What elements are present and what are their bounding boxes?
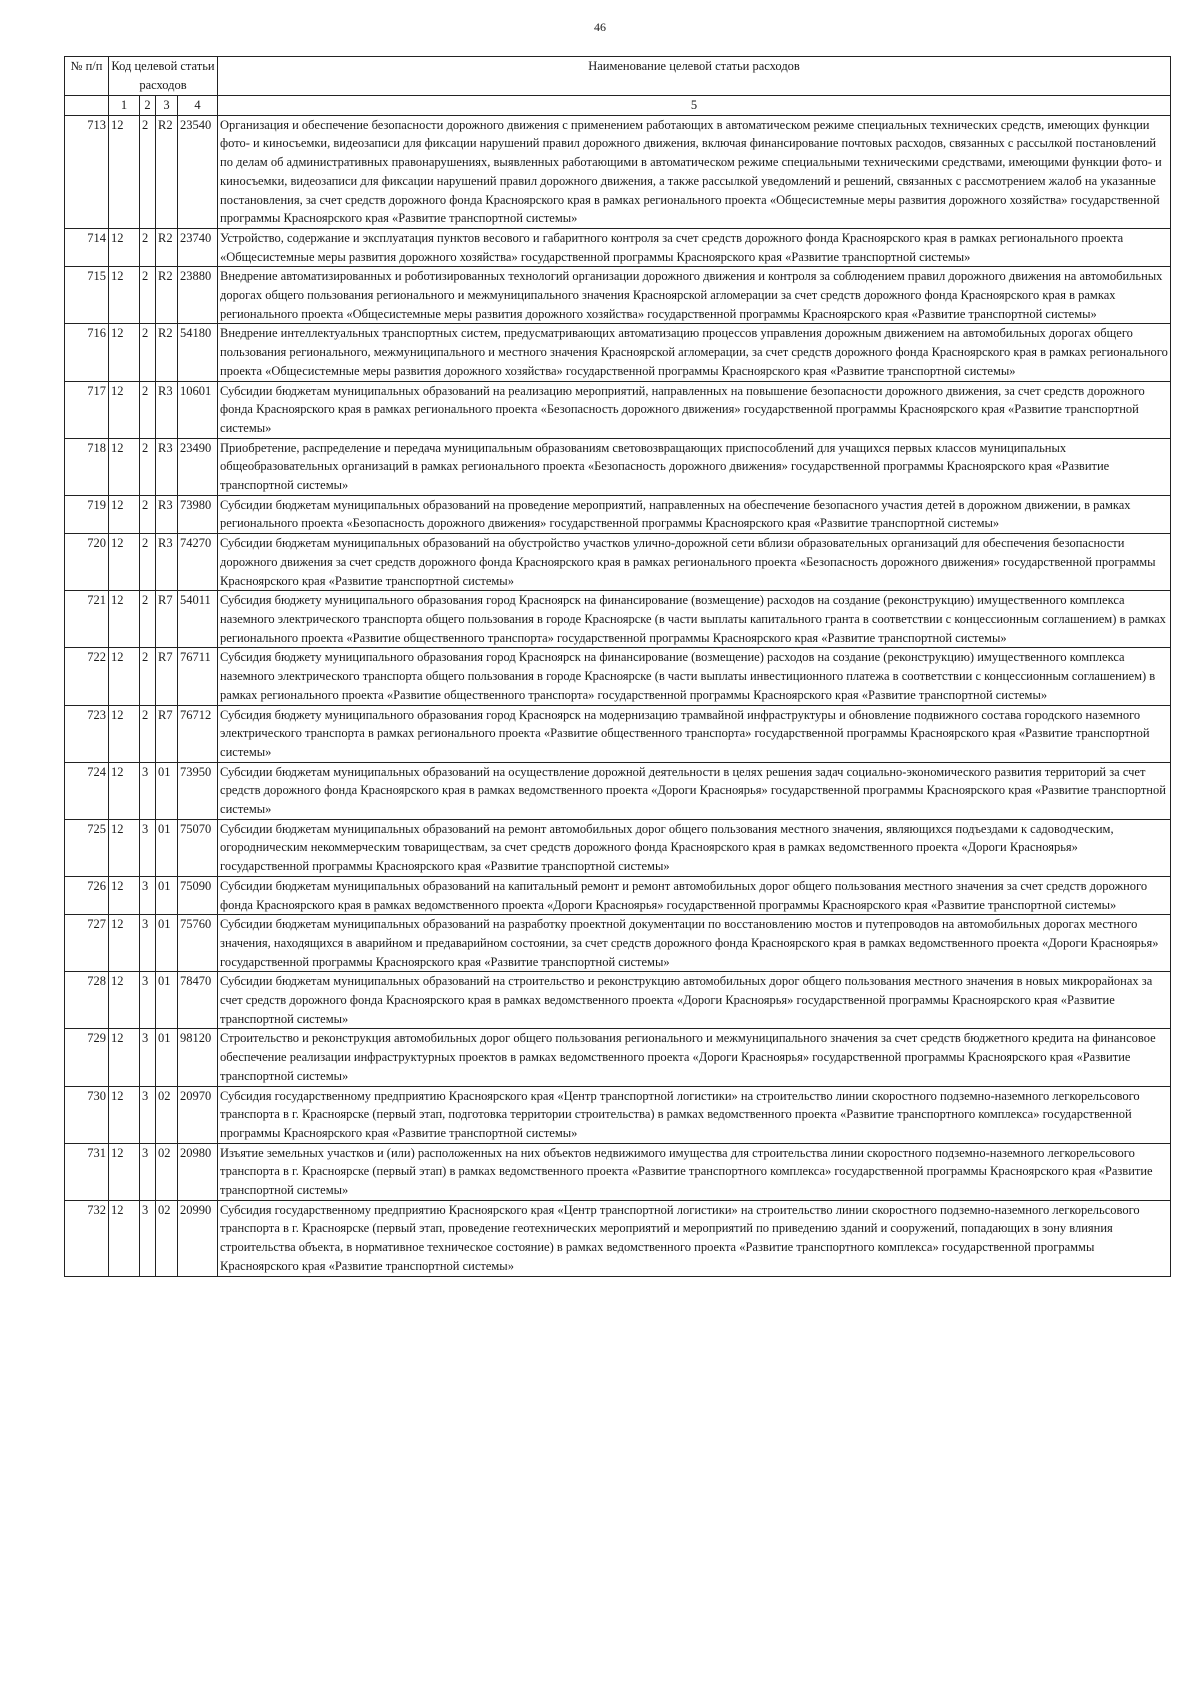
- code-part-4: 73950: [178, 762, 218, 819]
- table-row: [65, 1086, 1171, 1143]
- row-number: 731: [65, 1143, 109, 1200]
- code-part-2: 3: [140, 1143, 156, 1200]
- table-body: [65, 115, 1171, 1276]
- expense-item-name: Субсидия государственному предприятию Красноярского края «Центр транспортной логистики» на строительство линии скоростного подземно-наземного легкорельсового транспорта в г. Красноярске (первый этап, проведение геотехнических мероприятий и мероприятий по приведению зданий и сооружений, попадающих в зону влияния строительства объекта, в нормативное техническое состояние) в рамках ведомственного проекта «Развитие транспортного комплекса» государственной программы Красноярского края «Развитие транспортной системы»: [218, 1200, 1171, 1276]
- code-part-4: 76712: [178, 705, 218, 762]
- table-row: [65, 972, 1171, 1029]
- column-index-row: [65, 96, 1171, 116]
- table-row: [65, 1143, 1171, 1200]
- expense-item-name: Субсидии бюджетам муниципальных образований на реализацию мероприятий, направленных на повышение безопасности дорожного движения, за счет средств дорожного фонда Красноярского края в рамках регионального проекта «Безопасность дорожного движения» государственной программы Красноярского края «Развитие транспортной системы»: [218, 381, 1171, 438]
- expense-item-name: Устройство, содержание и эксплуатация пунктов весового и габаритного контроля за счет средств дорожного фонда Красноярского края в рамках регионального проекта «Общесистемные меры развития дорожного хозяйства» государственной программы Красноярского края «Развитие транспортной системы»: [218, 228, 1171, 266]
- code-part-4: 98120: [178, 1029, 218, 1086]
- column-index: 2: [140, 96, 156, 116]
- expense-item-name: Приобретение, распределение и передача муниципальным образованиям световозвращающих приспособлений для учащихся первых классов муниципальных общеобразовательных организаций в рамках регионального проекта «Безопасность дорожного движения» государственной программы Красноярского края «Развитие транспортной системы»: [218, 438, 1171, 495]
- row-number: 718: [65, 438, 109, 495]
- code-part-3: 02: [156, 1200, 178, 1276]
- code-part-3: 01: [156, 876, 178, 914]
- code-part-2: 2: [140, 648, 156, 705]
- code-part-2: 3: [140, 876, 156, 914]
- code-part-2: 2: [140, 705, 156, 762]
- code-part-3: R3: [156, 534, 178, 591]
- code-part-1: 12: [109, 534, 140, 591]
- code-part-3: 01: [156, 972, 178, 1029]
- code-part-2: 3: [140, 762, 156, 819]
- row-number: 715: [65, 267, 109, 324]
- table-row: [65, 495, 1171, 533]
- code-part-1: 12: [109, 915, 140, 972]
- code-part-3: R7: [156, 591, 178, 648]
- code-part-1: 12: [109, 1200, 140, 1276]
- column-index: 3: [156, 96, 178, 116]
- table-row: [65, 115, 1171, 228]
- code-part-3: R7: [156, 705, 178, 762]
- code-part-4: 23880: [178, 267, 218, 324]
- column-index: 1: [109, 96, 140, 116]
- column-index: 4: [178, 96, 218, 116]
- code-part-4: 54011: [178, 591, 218, 648]
- row-number: 730: [65, 1086, 109, 1143]
- expense-item-name: Строительство и реконструкция автомобильных дорог общего пользования регионального и межмуниципального значения за счет средств бюджетного кредита на финансовое обеспечение реализации инфраструктурных проектов в рамках ведомственного проекта «Дороги Красноярья» государственной программы Красноярского края «Развитие транспортной системы»: [218, 1029, 1171, 1086]
- table-row: [65, 648, 1171, 705]
- code-part-2: 2: [140, 267, 156, 324]
- code-part-2: 2: [140, 591, 156, 648]
- row-number: 714: [65, 228, 109, 266]
- table-row: [65, 1029, 1171, 1086]
- expense-item-name: Субсидия государственному предприятию Красноярского края «Центр транспортной логистики» на строительство линии скоростного подземно-наземного легкорельсового транспорта в г. Красноярске (первый этап, подготовка территории строительства) в рамках ведомственного проекта «Развитие транспортного комплекса» государственной программы Красноярского края «Развитие транспортной системы»: [218, 1086, 1171, 1143]
- table-header-row: [65, 57, 1171, 96]
- code-part-4: 23490: [178, 438, 218, 495]
- code-part-4: 20970: [178, 1086, 218, 1143]
- row-number: 727: [65, 915, 109, 972]
- table-row: [65, 534, 1171, 591]
- row-number: 713: [65, 115, 109, 228]
- table-row: [65, 876, 1171, 914]
- code-part-3: 01: [156, 819, 178, 876]
- table-row: [65, 762, 1171, 819]
- code-part-3: 02: [156, 1143, 178, 1200]
- code-part-3: R2: [156, 324, 178, 381]
- code-part-1: 12: [109, 1029, 140, 1086]
- code-part-1: 12: [109, 495, 140, 533]
- code-part-4: 20980: [178, 1143, 218, 1200]
- expense-item-name: Субсидия бюджету муниципального образования город Красноярск на финансирование (возмещение) расходов на создание (реконструкцию) имущественного комплекса наземного электрического транспорта общего пользования в городе Красноярске (в части выплаты инвестиционного платежа в соответствии с концессионным соглашением) в рамках регионального проекта «Развитие общественного транспорта» государственной программы Красноярского края «Развитие транспортной системы»: [218, 648, 1171, 705]
- header-num: № п/п: [65, 57, 109, 96]
- expense-item-name: Субсидии бюджетам муниципальных образований на ремонт автомобильных дорог общего пользования местного значения, являющихся подъездами к садоводческим, огородническим некоммерческим товариществам, за счет средств дорожного фонда Красноярского края в рамках ведомственного проекта «Дороги Красноярья» государственной программы Красноярского края «Развитие транспортной системы»: [218, 819, 1171, 876]
- table-row: [65, 915, 1171, 972]
- code-part-1: 12: [109, 591, 140, 648]
- expense-item-name: Субсидии бюджетам муниципальных образований на проведение мероприятий, направленных на обеспечение безопасного участия детей в дорожном движении, в рамках регионального проекта «Безопасность дорожного движения» государственной программы Красноярского края «Развитие транспортной системы»: [218, 495, 1171, 533]
- budget-table: [64, 56, 1171, 1277]
- code-part-4: 75090: [178, 876, 218, 914]
- expense-item-name: Субсидия бюджету муниципального образования город Красноярск на финансирование (возмещение) расходов на создание (реконструкцию) имущественного комплекса наземного электрического транспорта общего пользования в городе Красноярске (в части выплаты капитального гранта в соответствии с концессионным соглашением) в рамках регионального проекта «Развитие общественного транспорта» государственной программы Красноярского края «Развитие транспортной системы»: [218, 591, 1171, 648]
- row-number: 729: [65, 1029, 109, 1086]
- column-index: [65, 96, 109, 116]
- row-number: 728: [65, 972, 109, 1029]
- table-row: [65, 228, 1171, 266]
- code-part-3: R7: [156, 648, 178, 705]
- expense-item-name: Субсидии бюджетам муниципальных образований на капитальный ремонт и ремонт автомобильных дорог общего пользования местного значения за счет средств дорожного фонда Красноярского края в рамках ведомственного проекта «Дороги Красноярья» государственной программы Красноярского края «Развитие транспортной системы»: [218, 876, 1171, 914]
- expense-item-name: Внедрение интеллектуальных транспортных систем, предусматривающих автоматизацию процессов управления дорожным движением на автомобильных дорогах общего пользования регионального, межмуниципального и местного значения Красноярской агломерации, за счет средств дорожного фонда Красноярского края в рамках регионального проекта «Общесистемные меры развития дорожного хозяйства» государственной программы Красноярского края «Развитие транспортной системы»: [218, 324, 1171, 381]
- code-part-1: 12: [109, 324, 140, 381]
- code-part-3: R3: [156, 495, 178, 533]
- row-number: 717: [65, 381, 109, 438]
- row-number: 721: [65, 591, 109, 648]
- code-part-4: 78470: [178, 972, 218, 1029]
- code-part-4: 75070: [178, 819, 218, 876]
- code-part-1: 12: [109, 228, 140, 266]
- table-row: [65, 381, 1171, 438]
- expense-item-name: Субсидии бюджетам муниципальных образований на строительство и реконструкцию автомобильных дорог общего пользования местного значения в новых микрорайонах за счет средств дорожного фонда Красноярского края в рамках ведомственного проекта «Дороги Красноярья» государственной программы Красноярского края «Развитие транспортной системы»: [218, 972, 1171, 1029]
- code-part-2: 2: [140, 381, 156, 438]
- code-part-4: 54180: [178, 324, 218, 381]
- expense-item-name: Субсидии бюджетам муниципальных образований на осуществление дорожной деятельности в целях решения задач социально-экономического развития территорий за счет средств дорожного фонда Красноярского края в рамках ведомственного проекта «Дороги Красноярья» государственной программы Красноярского края «Развитие транспортной системы»: [218, 762, 1171, 819]
- expense-item-name: Организация и обеспечение безопасности дорожного движения с применением работающих в автоматическом режиме специальных технических средств, имеющих функции фото- и киносъемки, видеозаписи для фиксации нарушений правил дорожного движения, включая финансирование почтовых расходов, связанных с рассылкой постановлений по делам об административных правонарушениях, выявленных работающими в автоматическом режиме специальными техническими средствами, имеющими функции фото- и киносъемки, видеозаписи для фиксации нарушений правил дорожного движения, а также рассылкой уведомлений и решений, связанных с рассмотрением жалоб на указанные постановления, за счет средств дорожного фонда Красноярского края в рамках регионального проекта «Общесистемные меры развития дорожного хозяйства» государственной программы Красноярского края «Развитие транспортной системы»: [218, 115, 1171, 228]
- table-row: [65, 819, 1171, 876]
- code-part-1: 12: [109, 648, 140, 705]
- expense-item-name: Изъятие земельных участков и (или) расположенных на них объектов недвижимого имущества для строительства линии скоростного подземно-наземного легкорельсового транспорта в г. Красноярске (первый этап) в рамках ведомственного проекта «Развитие транспортного комплекса» государственной программы Красноярского края «Развитие транспортной системы»: [218, 1143, 1171, 1200]
- code-part-4: 10601: [178, 381, 218, 438]
- code-part-1: 12: [109, 705, 140, 762]
- table-row: [65, 1200, 1171, 1276]
- code-part-2: 2: [140, 324, 156, 381]
- code-part-3: R2: [156, 267, 178, 324]
- code-part-4: 73980: [178, 495, 218, 533]
- code-part-4: 23540: [178, 115, 218, 228]
- row-number: 732: [65, 1200, 109, 1276]
- code-part-2: 2: [140, 495, 156, 533]
- page-number: 46: [594, 20, 606, 34]
- table-row: [65, 324, 1171, 381]
- code-part-4: 75760: [178, 915, 218, 972]
- code-part-2: 3: [140, 915, 156, 972]
- expense-item-name: Субсидия бюджету муниципального образования город Красноярск на модернизацию трамвайной инфраструктуры и обновление подвижного состава городского наземного электрического транспорта в рамках регионального проекта «Развитие общественного транспорта» государственной программы Красноярского края «Развитие транспортной системы»: [218, 705, 1171, 762]
- code-part-2: 3: [140, 1029, 156, 1086]
- code-part-3: R3: [156, 381, 178, 438]
- code-part-4: 74270: [178, 534, 218, 591]
- code-part-1: 12: [109, 115, 140, 228]
- header-code: Код целевой статьи расходов: [109, 57, 218, 96]
- code-part-1: 12: [109, 876, 140, 914]
- row-number: 719: [65, 495, 109, 533]
- code-part-2: 2: [140, 228, 156, 266]
- table-row: [65, 591, 1171, 648]
- code-part-2: 3: [140, 819, 156, 876]
- row-number: 720: [65, 534, 109, 591]
- code-part-1: 12: [109, 1086, 140, 1143]
- code-part-2: 2: [140, 115, 156, 228]
- code-part-2: 3: [140, 1086, 156, 1143]
- row-number: 722: [65, 648, 109, 705]
- code-part-3: 01: [156, 762, 178, 819]
- table-row: [65, 267, 1171, 324]
- code-part-4: 20990: [178, 1200, 218, 1276]
- row-number: 725: [65, 819, 109, 876]
- table-row: [65, 438, 1171, 495]
- expense-item-name: Внедрение автоматизированных и роботизированных технологий организации дорожного движения и контроля за соблюдением правил дорожного движения на автомобильных дорогах общего пользования регионального и межмуниципального значения Красноярской агломерации за счет средств дорожного фонда Красноярского края в рамках регионального проекта «Общесистемные меры развития дорожного хозяйства» государственной программы Красноярского края «Развитие транспортной системы»: [218, 267, 1171, 324]
- code-part-3: R2: [156, 228, 178, 266]
- code-part-3: R2: [156, 115, 178, 228]
- table-row: [65, 705, 1171, 762]
- code-part-1: 12: [109, 1143, 140, 1200]
- code-part-3: 01: [156, 1029, 178, 1086]
- row-number: 723: [65, 705, 109, 762]
- code-part-1: 12: [109, 381, 140, 438]
- header-name: Наименование целевой статьи расходов: [218, 57, 1171, 96]
- code-part-3: R3: [156, 438, 178, 495]
- code-part-1: 12: [109, 819, 140, 876]
- code-part-3: 01: [156, 915, 178, 972]
- expense-item-name: Субсидии бюджетам муниципальных образований на обустройство участков улично-дорожной сети вблизи образовательных организаций для обеспечения безопасности дорожного движения за счет средств дорожного фонда Красноярского края в рамках регионального проекта «Безопасность дорожного движения» государственной программы Красноярского края «Развитие транспортной системы»: [218, 534, 1171, 591]
- expense-item-name: Субсидии бюджетам муниципальных образований на разработку проектной документации по восстановлению мостов и путепроводов на автомобильных дорогах местного значения, находящихся в аварийном и предаварийном состоянии, за счет средств дорожного фонда Красноярского края в рамках ведомственного проекта «Дороги Красноярья» государственной программы Красноярского края «Развитие транспортной системы»: [218, 915, 1171, 972]
- code-part-1: 12: [109, 972, 140, 1029]
- column-index: 5: [218, 96, 1171, 116]
- code-part-1: 12: [109, 762, 140, 819]
- code-part-2: 3: [140, 1200, 156, 1276]
- code-part-2: 2: [140, 438, 156, 495]
- code-part-3: 02: [156, 1086, 178, 1143]
- code-part-2: 3: [140, 972, 156, 1029]
- code-part-1: 12: [109, 438, 140, 495]
- row-number: 726: [65, 876, 109, 914]
- row-number: 724: [65, 762, 109, 819]
- code-part-4: 76711: [178, 648, 218, 705]
- code-part-1: 12: [109, 267, 140, 324]
- row-number: 716: [65, 324, 109, 381]
- code-part-2: 2: [140, 534, 156, 591]
- code-part-4: 23740: [178, 228, 218, 266]
